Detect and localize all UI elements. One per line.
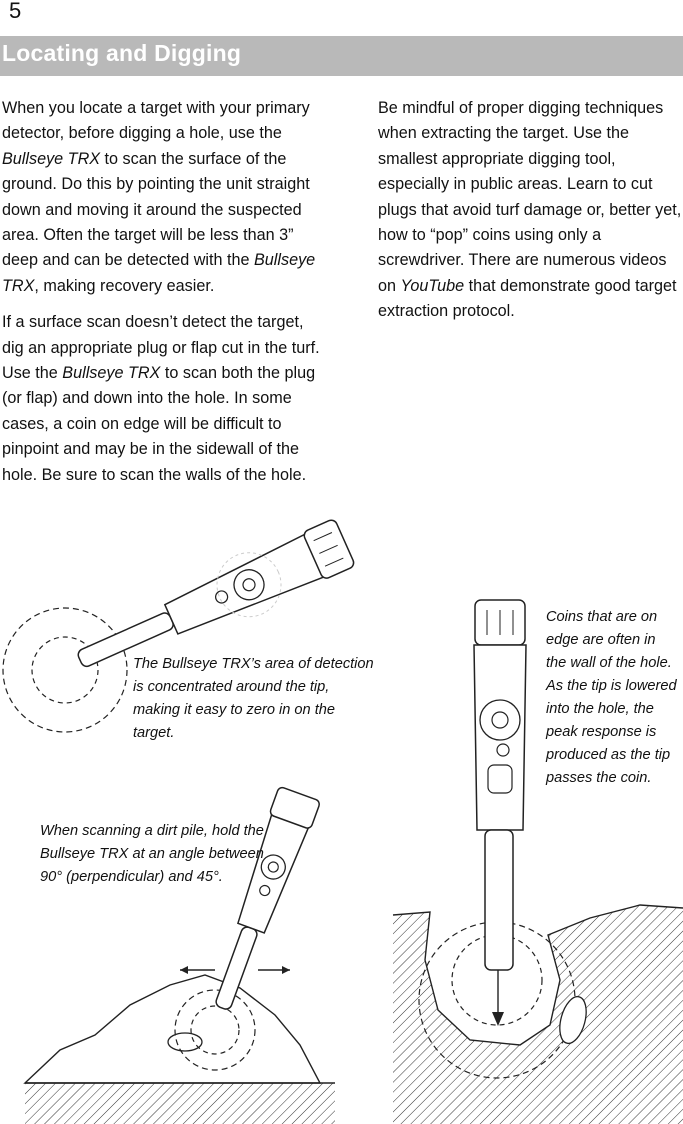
product-name: Bullseye TRX — [2, 251, 316, 295]
ground-hatch — [25, 1083, 335, 1124]
detection-zone-outer — [3, 608, 127, 732]
text-run: that demonstrate good target extraction protocol. — [378, 276, 677, 321]
page-number: 5 — [9, 0, 22, 23]
pinpointer-body — [474, 645, 526, 830]
buried-coin-icon — [168, 1033, 202, 1051]
text-run: When you locate a target with your primary detector, before digging a hole, use the — [2, 99, 310, 143]
text-run: If a surface scan doesn’t detect the target, dig an appropriate plug or flap cut in the turf. Use the — [2, 313, 320, 383]
text-run: to scan both the plug (or flap) and down into the hole. In some cases, a coin on edge will be difficult to pinpoint and may be in the sidewall of the hole. Be sure to scan the walls of the hole. — [2, 364, 316, 484]
text-run: Be mindful of proper digging techniques when extracting the target. Use the smallest appropriate digging tool, especially in public areas. Learn to cut plugs that avoid turf damage or, better yet, how to “pop” coins using only a screwdriver. There are numerous videos on — [378, 99, 682, 295]
section-title: Locating and Digging — [2, 40, 242, 66]
caption-detection-area: The Bullseye TRX’s area of detection is concentrated around the tip, making it easy to zero in on the target. — [133, 656, 374, 741]
pinpointer-probe — [485, 830, 513, 970]
product-name: Bullseye TRX — [2, 149, 101, 168]
product-name: Bullseye TRX — [62, 364, 161, 383]
caption-dirt-pile: When scanning a dirt pile, hold the Bullseye TRX at an angle between 90° (perpendicular) and 45°. — [40, 823, 264, 885]
caption-coins-on-edge: Coins that are on edge are often in the wall of the hole. As the tip is lowered into the hole, the peak response is produced as the tip passes the coin. — [546, 609, 677, 786]
text-run: to scan the surface of the ground. Do this by pointing the unit straight down and moving it around the suspected area. Often the target will be less than 3” deep and can be detected with the — [2, 149, 310, 270]
pinpointer-icon — [474, 600, 526, 970]
dirt-pile-mound — [25, 975, 320, 1083]
text-run: , making recovery easier. — [34, 276, 215, 295]
youtube-reference: YouTube — [400, 276, 465, 295]
ground-hatch — [393, 905, 683, 1124]
